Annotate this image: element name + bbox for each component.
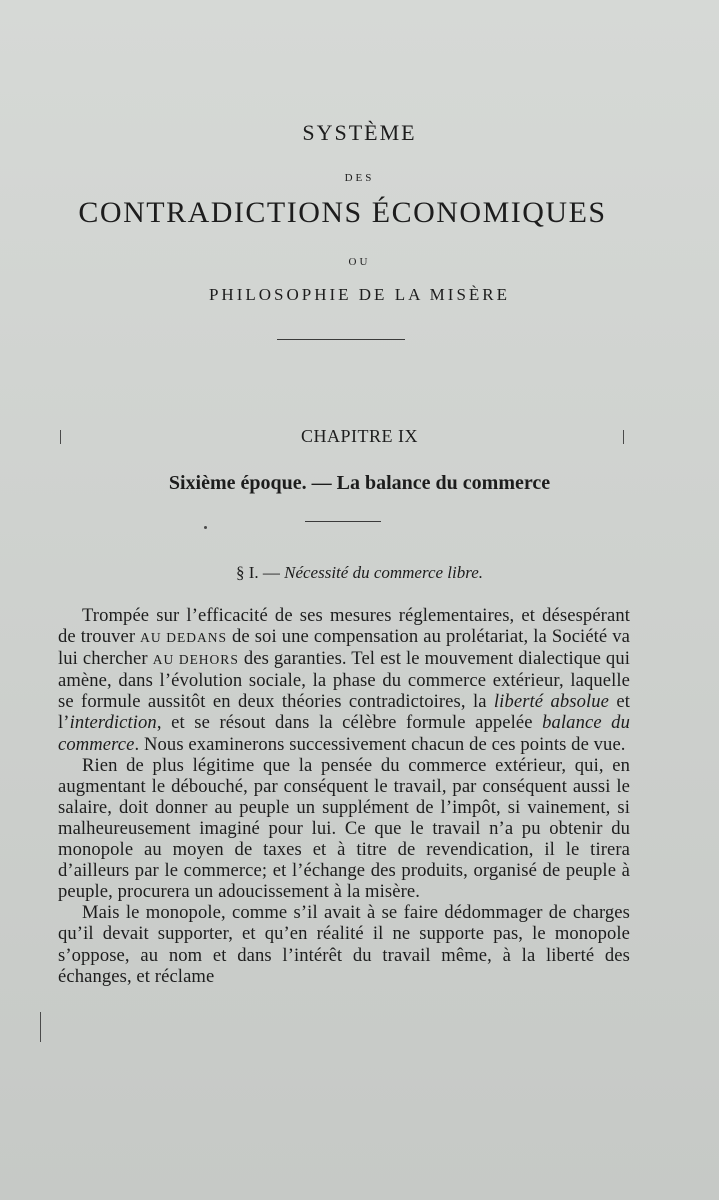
p1-italic-balance: balance du commerce [58,712,630,755]
title-ou: OU [348,256,371,268]
paragraph-2: Rien de plus légitime que la pensée du commerce extérieur, qui, en augmentant le débouché, par conséquent le travail, par conséquent aussi le salaire, doit donner au peuple un supplément de l’impôt, si vainement, si malheureusement imaginé pour lui. Ce que le travail n’a pu obtenir du monopole au moyen de taxes et à titre de revendication, il le tirera d’ailleurs par le commerce; et l’échange des produits, organisé de peuple à peuple, procurera un adoucissement à la misère. [58,754,630,903]
p1-smallcaps-dedans: AU DEDANS [140,630,227,646]
title-divider [277,339,405,340]
chapter-divider [305,521,381,522]
p1-text-d: et l’ [58,691,630,734]
section-prefix: § I. — [235,563,285,582]
section-heading [0,563,719,583]
p1-text-c: des garanties. Tel est le mouvement dialectique qui amène, dans l’évolution sociale, la phase du commerce extérieur, laquelle se formule aussitôt en deux théories contradictoires, la [58,648,630,713]
title-philosophie: PHILOSOPHIE DE LA MISÈRE [208,285,511,304]
margin-mark [623,430,624,444]
p1-text-b: de soi une compensation au prolétariat, la Société va lui chercher [58,626,631,670]
title-systeme: SYSTÈME [302,120,417,145]
p1-italic-liberte: liberté absolue [493,691,610,713]
margin-mark [40,1012,41,1042]
section-title: Nécessité du commerce libre. [284,563,484,582]
paragraph-1 [58,605,630,755]
title-contradictions: CONTRADICTIONS ÉCONOMIQUES [78,196,607,229]
speck [204,526,207,529]
p1-smallcaps-dehors: AU DEHORS [152,652,239,668]
chapter-number: CHAPITRE IX [301,426,418,446]
chapter-title: Sixième époque. — La balance du commerce [168,472,551,494]
p1-text-f: . Nous examinerons successivement chacun de ces points de vue. [134,733,626,755]
body-text [58,605,630,987]
margin-mark [60,430,61,444]
title-des: DES [344,172,375,184]
p1-text-e: , et se résout dans la célèbre formule appelée [156,712,543,734]
p1-italic-interdiction: interdiction [69,712,157,734]
paragraph-3: Mais le monopole, comme s’il avait à se faire dédommager de charges qu’il devait supporter, et qu’en réalité il ne supporte pas, le monopole s’oppose, au nom et dans l’intérêt du travail même, à la liberté des échanges, et réclame [58,902,630,987]
p1-text-a: Trompée sur l’efficacité de ses mesures réglementaires, et désespérant de trouver [58,605,630,648]
